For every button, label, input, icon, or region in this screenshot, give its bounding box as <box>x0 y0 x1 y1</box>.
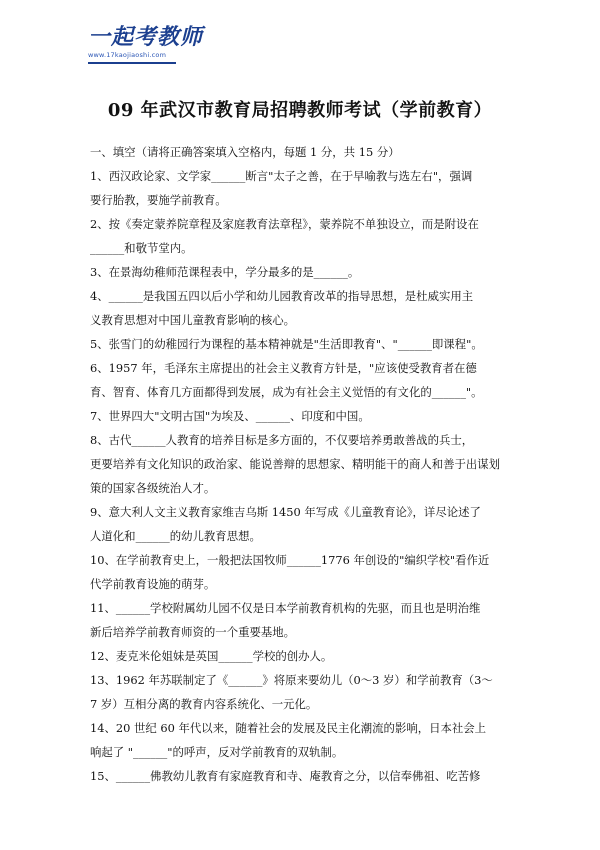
question-line: 代学前教育设施的萌芽。 <box>90 577 216 591</box>
question-line: 更要培养有文化知识的政治家、能说善辩的思想家、精明能干的商人和善于出谋划 <box>90 457 501 471</box>
question-item <box>90 716 510 764</box>
question-line: 7 岁）互相分离的教育内容系统化、一元化。 <box>90 697 318 711</box>
logo-url: www.17kaojiaoshi.com <box>88 51 167 59</box>
question-item <box>90 500 510 548</box>
question-line: 6、1957 年，毛泽东主席提出的社会主义教育方针是，"应该使受教育者在德 <box>90 361 477 375</box>
question-line: 8、古代______人教育的培养目标是多方面的，不仅要培养勇敢善战的兵士， <box>90 433 474 447</box>
question-line: 11、______学校附属幼儿园不仅是日本学前教育机构的先驱，而且也是明治维 <box>90 601 481 615</box>
question-item <box>90 644 510 668</box>
question-line: 5、张雪门的幼稚园行为课程的基本精神就是"生活即教育"、"______即课程"。 <box>90 337 483 351</box>
question-line: ______和敬节堂内。 <box>90 241 193 255</box>
question-list <box>90 164 510 788</box>
question-item <box>90 356 510 404</box>
question-line: 育、智育、体育几方面都得到发展，成为有社会主义觉悟的有文化的______"。 <box>90 385 483 399</box>
section-heading: 一、填空（请将正确答案填入空格内，每题 1 分，共 15 分） <box>90 145 400 159</box>
question-item <box>90 332 510 356</box>
question-line: 义教育思想对中国儿童教育影响的核心。 <box>90 313 296 327</box>
question-line: 要行胎教，要施学前教育。 <box>90 193 227 207</box>
logo <box>88 26 208 64</box>
question-line: 策的国家各级统治人才。 <box>90 481 216 495</box>
question-line: 7、世界四大"文明古国"为埃及、______、印度和中国。 <box>90 409 370 423</box>
question-item <box>90 404 510 428</box>
question-line: 12、麦克米伦姐妹是英国______学校的创办人。 <box>90 649 333 663</box>
document-body <box>90 140 510 788</box>
question-line: 1、西汉政论家、文学家______断言"太子之善，在于早喻教与选左右"，强调 <box>90 169 473 183</box>
question-line: 3、在景海幼稚师范课程表中，学分最多的是______。 <box>90 265 360 279</box>
page-title: 09 年武汉市教育局招聘教师考试（学前教育） <box>107 100 493 121</box>
question-item <box>90 164 510 212</box>
logo-text: 一起考教师 <box>88 25 204 50</box>
question-line: 4、______是我国五四以后小学和幼儿园教育改革的指导思想，是杜威实用主 <box>90 289 474 303</box>
question-item <box>90 428 510 500</box>
question-line: 10、在学前教育史上，一般把法国牧师______1776 年创设的"编织学校"看作近 <box>90 553 490 567</box>
question-line: 新后培养学前教育师资的一个重要基地。 <box>90 625 296 639</box>
question-item <box>90 212 510 260</box>
question-line: 15、______佛教幼儿教育有家庭教育和寺、庵教育之分，以信奉佛祖、吃苦修 <box>90 769 481 783</box>
question-line: 2、按《奏定蒙养院章程及家庭教育法章程》，蒙养院不单独设立，而是附设在 <box>90 217 479 231</box>
question-item <box>90 284 510 332</box>
question-item <box>90 548 510 596</box>
logo-underline <box>88 62 176 64</box>
question-item <box>90 260 510 284</box>
question-line: 14、20 世纪 60 年代以来，随着社会的发展及民主化潮流的影响，日本社会上 <box>90 721 487 735</box>
question-item <box>90 596 510 644</box>
question-item <box>90 668 510 716</box>
question-line: 人道化和______的幼儿教育思想。 <box>90 529 261 543</box>
question-line: 9、意大利人文主义教育家维吉乌斯 1450 年写成《儿童教育论》，详尽论述了 <box>90 505 481 519</box>
question-line: 响起了 "______"的呼声，反对学前教育的双轨制。 <box>90 745 344 759</box>
question-line: 13、1962 年苏联制定了《______》将原来要幼儿（0～3 岁）和学前教育（3～ <box>90 673 493 687</box>
question-item <box>90 764 510 788</box>
